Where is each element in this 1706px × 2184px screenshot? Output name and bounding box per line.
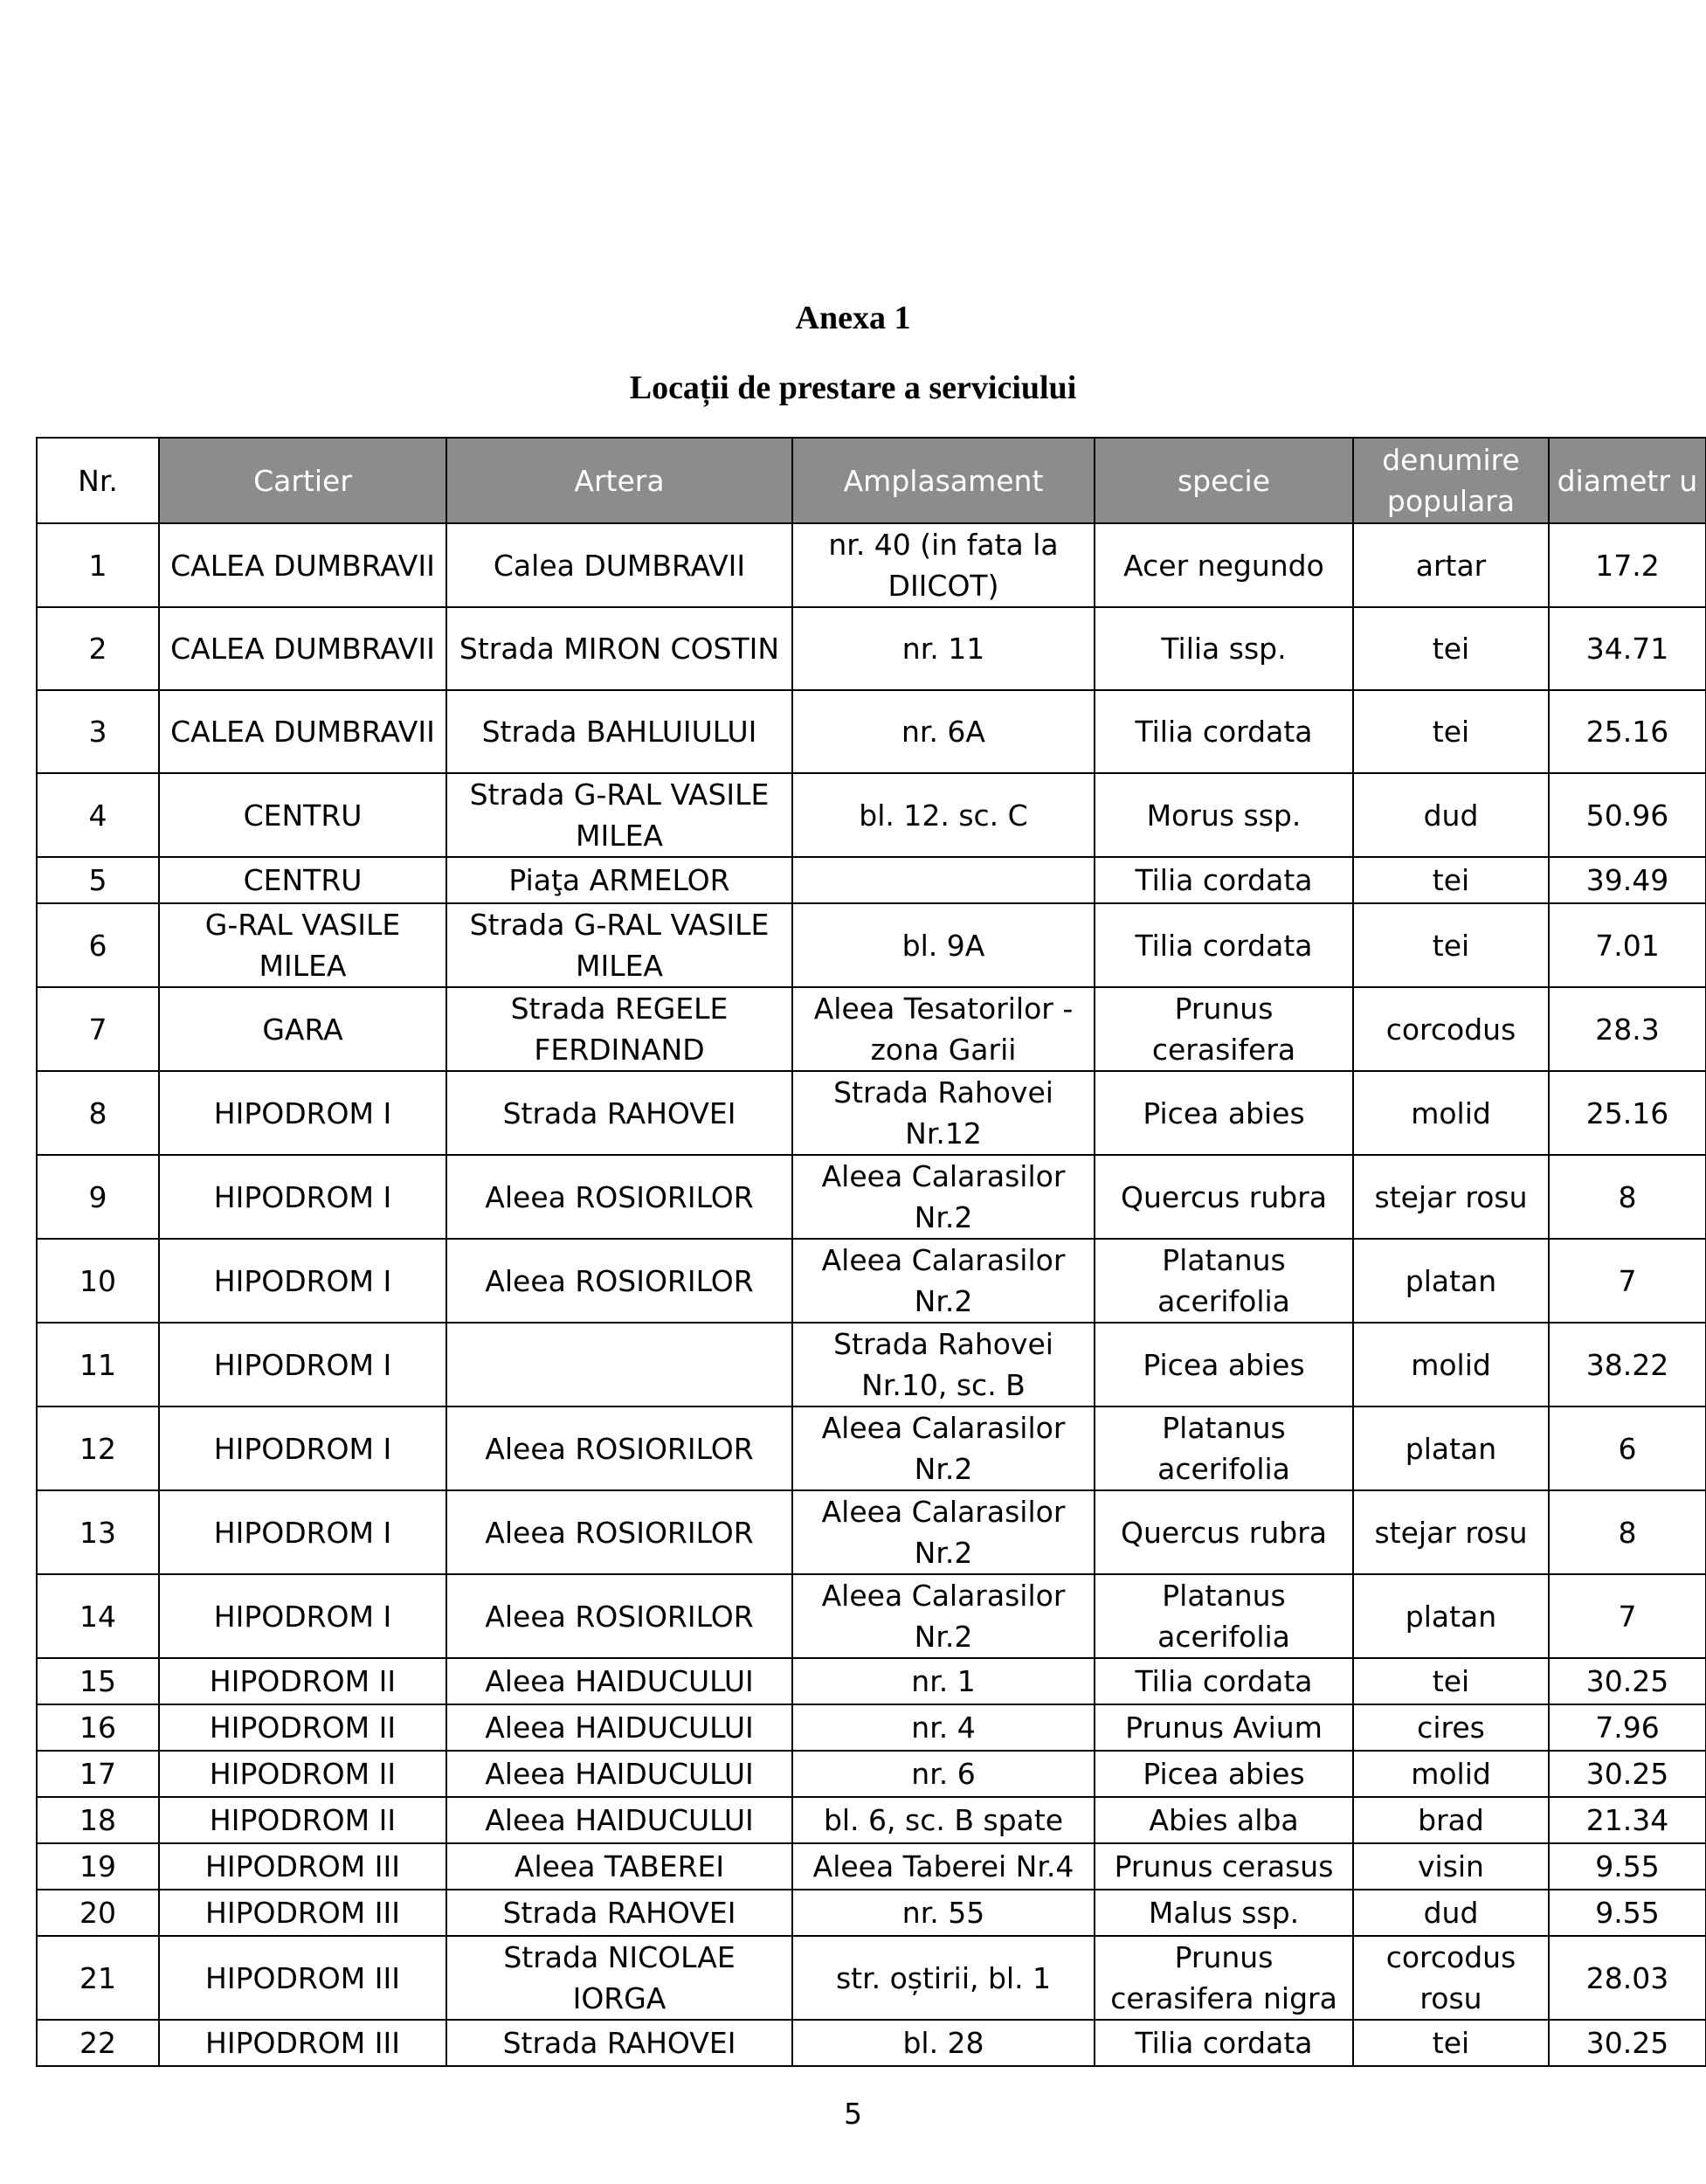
cell-cartier: HIPODROM III: [159, 1843, 446, 1890]
table-row: [37, 1071, 1706, 1155]
cell-diametru: 7.96: [1549, 1704, 1706, 1751]
column-header-diametru: diametr u: [1549, 438, 1706, 523]
cell-denumire-populara: tei: [1353, 607, 1549, 690]
cell-denumire-populara: artar: [1353, 523, 1549, 607]
table-row: [37, 1574, 1706, 1658]
cell-amplasament: Aleea Calarasilor Nr.2: [792, 1155, 1095, 1239]
cell-amplasament: nr. 11: [792, 607, 1095, 690]
cell-diametru: 7.01: [1549, 903, 1706, 987]
cell-artera: Aleea TABEREI: [446, 1843, 792, 1890]
cell-artera: Aleea ROSIORILOR: [446, 1239, 792, 1323]
cell-diametru: 50.96: [1549, 773, 1706, 857]
cell-nr: 16: [37, 1704, 159, 1751]
cell-denumire-populara: molid: [1353, 1751, 1549, 1797]
cell-denumire-populara: visin: [1353, 1843, 1549, 1890]
cell-artera: Strada MIRON COSTIN: [446, 607, 792, 690]
cell-amplasament: [792, 857, 1095, 903]
table-row: [37, 1239, 1706, 1323]
table-row: [37, 2020, 1706, 2066]
cell-nr: 3: [37, 690, 159, 773]
cell-nr: 4: [37, 773, 159, 857]
cell-denumire-populara: corcodus: [1353, 987, 1549, 1071]
cell-nr: 1: [37, 523, 159, 607]
cell-amplasament: Aleea Calarasilor Nr.2: [792, 1574, 1095, 1658]
cell-diametru: 7: [1549, 1574, 1706, 1658]
cell-cartier: HIPODROM I: [159, 1323, 446, 1406]
cell-denumire-populara: molid: [1353, 1071, 1549, 1155]
locations-table: [36, 437, 1706, 2067]
document-subtitle: Locații de prestare a serviciului: [629, 370, 1077, 406]
table-row: [37, 1751, 1706, 1797]
cell-cartier: GARA: [159, 987, 446, 1071]
cell-artera: Aleea HAIDUCULUI: [446, 1704, 792, 1751]
cell-amplasament: bl. 28: [792, 2020, 1095, 2066]
table-header-row: [37, 438, 1706, 523]
cell-specie: Tilia cordata: [1095, 857, 1353, 903]
cell-cartier: G-RAL VASILE MILEA: [159, 903, 446, 987]
table-row: [37, 987, 1706, 1071]
table-row: [37, 523, 1706, 607]
cell-nr: 9: [37, 1155, 159, 1239]
cell-cartier: CALEA DUMBRAVII: [159, 523, 446, 607]
cell-artera: Piaţa ARMELOR: [446, 857, 792, 903]
document-title: Anexa 1: [795, 300, 911, 336]
column-header-cartier: Cartier: [159, 438, 446, 523]
cell-amplasament: bl. 9A: [792, 903, 1095, 987]
cell-specie: Quercus rubra: [1095, 1490, 1353, 1574]
cell-nr: 20: [37, 1890, 159, 1936]
table-row: [37, 1797, 1706, 1843]
cell-denumire-populara: tei: [1353, 903, 1549, 987]
cell-amplasament: Aleea Calarasilor Nr.2: [792, 1490, 1095, 1574]
cell-nr: 18: [37, 1797, 159, 1843]
cell-artera: Strada RAHOVEI: [446, 1071, 792, 1155]
cell-specie: Prunus Avium: [1095, 1704, 1353, 1751]
cell-artera: Strada G-RAL VASILE MILEA: [446, 773, 792, 857]
cell-nr: 21: [37, 1936, 159, 2020]
cell-denumire-populara: platan: [1353, 1406, 1549, 1490]
cell-artera: Strada BAHLUIULUI: [446, 690, 792, 773]
cell-cartier: HIPODROM I: [159, 1406, 446, 1490]
cell-denumire-populara: dud: [1353, 1890, 1549, 1936]
cell-artera: Strada RAHOVEI: [446, 2020, 792, 2066]
cell-artera: Aleea ROSIORILOR: [446, 1155, 792, 1239]
cell-denumire-populara: platan: [1353, 1574, 1549, 1658]
table-row: [37, 1704, 1706, 1751]
cell-specie: Platanus acerifolia: [1095, 1574, 1353, 1658]
cell-amplasament: nr. 4: [792, 1704, 1095, 1751]
cell-cartier: CALEA DUMBRAVII: [159, 690, 446, 773]
cell-cartier: CALEA DUMBRAVII: [159, 607, 446, 690]
cell-denumire-populara: tei: [1353, 1658, 1549, 1704]
column-header-specie: specie: [1095, 438, 1353, 523]
table-row: [37, 773, 1706, 857]
cell-amplasament: nr. 1: [792, 1658, 1095, 1704]
column-header-denumire-populara: denumire populara: [1353, 438, 1549, 523]
table-row: [37, 690, 1706, 773]
column-header-artera: Artera: [446, 438, 792, 523]
cell-cartier: HIPODROM II: [159, 1658, 446, 1704]
cell-amplasament: Aleea Tesatorilor - zona Garii: [792, 987, 1095, 1071]
cell-cartier: HIPODROM I: [159, 1071, 446, 1155]
cell-nr: 8: [37, 1071, 159, 1155]
table-row: [37, 1658, 1706, 1704]
cell-diametru: 6: [1549, 1406, 1706, 1490]
cell-diametru: 28.3: [1549, 987, 1706, 1071]
cell-specie: Tilia cordata: [1095, 1658, 1353, 1704]
cell-cartier: HIPODROM II: [159, 1751, 446, 1797]
cell-specie: Platanus acerifolia: [1095, 1406, 1353, 1490]
table-row: [37, 1155, 1706, 1239]
cell-nr: 7: [37, 987, 159, 1071]
cell-diametru: 17.2: [1549, 523, 1706, 607]
cell-specie: Prunus cerasifera nigra: [1095, 1936, 1353, 2020]
table-body: [37, 523, 1706, 2066]
cell-nr: 17: [37, 1751, 159, 1797]
cell-specie: Prunus cerasifera: [1095, 987, 1353, 1071]
cell-nr: 2: [37, 607, 159, 690]
cell-nr: 13: [37, 1490, 159, 1574]
cell-nr: 10: [37, 1239, 159, 1323]
cell-cartier: HIPODROM III: [159, 1890, 446, 1936]
cell-denumire-populara: stejar rosu: [1353, 1490, 1549, 1574]
cell-cartier: HIPODROM III: [159, 1936, 446, 2020]
cell-amplasament: str. oștirii, bl. 1: [792, 1936, 1095, 2020]
cell-specie: Prunus cerasus: [1095, 1843, 1353, 1890]
cell-nr: 22: [37, 2020, 159, 2066]
cell-denumire-populara: brad: [1353, 1797, 1549, 1843]
cell-artera: Strada RAHOVEI: [446, 1890, 792, 1936]
cell-amplasament: Aleea Taberei Nr.4: [792, 1843, 1095, 1890]
cell-artera: Strada G-RAL VASILE MILEA: [446, 903, 792, 987]
cell-artera: Calea DUMBRAVII: [446, 523, 792, 607]
cell-denumire-populara: dud: [1353, 773, 1549, 857]
cell-cartier: HIPODROM III: [159, 2020, 446, 2066]
cell-denumire-populara: platan: [1353, 1239, 1549, 1323]
cell-amplasament: bl. 6, sc. B spate: [792, 1797, 1095, 1843]
cell-specie: Tilia cordata: [1095, 690, 1353, 773]
table-row: [37, 1843, 1706, 1890]
cell-denumire-populara: tei: [1353, 2020, 1549, 2066]
cell-artera: Aleea ROSIORILOR: [446, 1490, 792, 1574]
cell-diametru: 30.25: [1549, 1751, 1706, 1797]
cell-specie: Malus ssp.: [1095, 1890, 1353, 1936]
cell-specie: Tilia cordata: [1095, 903, 1353, 987]
cell-diametru: 39.49: [1549, 857, 1706, 903]
cell-specie: Morus ssp.: [1095, 773, 1353, 857]
cell-diametru: 38.22: [1549, 1323, 1706, 1406]
cell-specie: Platanus acerifolia: [1095, 1239, 1353, 1323]
cell-cartier: HIPODROM I: [159, 1490, 446, 1574]
cell-nr: 11: [37, 1323, 159, 1406]
cell-artera: [446, 1323, 792, 1406]
cell-amplasament: nr. 40 (in fata la DIICOT): [792, 523, 1095, 607]
cell-diametru: 8: [1549, 1490, 1706, 1574]
cell-cartier: HIPODROM I: [159, 1155, 446, 1239]
cell-amplasament: nr. 6A: [792, 690, 1095, 773]
cell-amplasament: Strada Rahovei Nr.10, sc. B: [792, 1323, 1095, 1406]
cell-specie: Picea abies: [1095, 1323, 1353, 1406]
cell-specie: Picea abies: [1095, 1071, 1353, 1155]
cell-diametru: 8: [1549, 1155, 1706, 1239]
cell-nr: 19: [37, 1843, 159, 1890]
cell-diametru: 34.71: [1549, 607, 1706, 690]
cell-nr: 12: [37, 1406, 159, 1490]
cell-amplasament: bl. 12. sc. C: [792, 773, 1095, 857]
cell-denumire-populara: corcodus rosu: [1353, 1936, 1549, 2020]
cell-artera: Aleea HAIDUCULUI: [446, 1751, 792, 1797]
cell-cartier: HIPODROM I: [159, 1239, 446, 1323]
column-header-amplasament: Amplasament: [792, 438, 1095, 523]
table-row: [37, 1490, 1706, 1574]
cell-amplasament: nr. 6: [792, 1751, 1095, 1797]
cell-cartier: HIPODROM II: [159, 1704, 446, 1751]
cell-diametru: 28.03: [1549, 1936, 1706, 2020]
cell-specie: Picea abies: [1095, 1751, 1353, 1797]
cell-denumire-populara: cires: [1353, 1704, 1549, 1751]
cell-cartier: HIPODROM II: [159, 1797, 446, 1843]
cell-nr: 6: [37, 903, 159, 987]
cell-artera: Aleea HAIDUCULUI: [446, 1658, 792, 1704]
table-row: [37, 607, 1706, 690]
cell-artera: Aleea ROSIORILOR: [446, 1406, 792, 1490]
cell-diametru: 7: [1549, 1239, 1706, 1323]
cell-specie: Quercus rubra: [1095, 1155, 1353, 1239]
cell-denumire-populara: tei: [1353, 690, 1549, 773]
table-row: [37, 1890, 1706, 1936]
cell-denumire-populara: stejar rosu: [1353, 1155, 1549, 1239]
cell-amplasament: Aleea Calarasilor Nr.2: [792, 1406, 1095, 1490]
table-row: [37, 1936, 1706, 2020]
cell-nr: 14: [37, 1574, 159, 1658]
cell-diametru: 30.25: [1549, 2020, 1706, 2066]
cell-specie: Abies alba: [1095, 1797, 1353, 1843]
cell-nr: 5: [37, 857, 159, 903]
cell-diametru: 25.16: [1549, 690, 1706, 773]
table-row: [37, 1406, 1706, 1490]
cell-artera: Aleea ROSIORILOR: [446, 1574, 792, 1658]
cell-diametru: 21.34: [1549, 1797, 1706, 1843]
cell-diametru: 9.55: [1549, 1843, 1706, 1890]
cell-nr: 15: [37, 1658, 159, 1704]
page-number: 5: [844, 2097, 862, 2131]
cell-amplasament: Aleea Calarasilor Nr.2: [792, 1239, 1095, 1323]
column-header-nr: Nr.: [37, 438, 159, 523]
cell-artera: Aleea HAIDUCULUI: [446, 1797, 792, 1843]
cell-cartier: CENTRU: [159, 773, 446, 857]
cell-amplasament: nr. 55: [792, 1890, 1095, 1936]
cell-specie: Tilia cordata: [1095, 2020, 1353, 2066]
table-row: [37, 903, 1706, 987]
cell-cartier: HIPODROM I: [159, 1574, 446, 1658]
cell-diametru: 25.16: [1549, 1071, 1706, 1155]
cell-cartier: CENTRU: [159, 857, 446, 903]
cell-amplasament: Strada Rahovei Nr.12: [792, 1071, 1095, 1155]
table-row: [37, 1323, 1706, 1406]
cell-diametru: 9.55: [1549, 1890, 1706, 1936]
cell-diametru: 30.25: [1549, 1658, 1706, 1704]
cell-artera: Strada NICOLAE IORGA: [446, 1936, 792, 2020]
cell-artera: Strada REGELE FERDINAND: [446, 987, 792, 1071]
cell-specie: Acer negundo: [1095, 523, 1353, 607]
cell-specie: Tilia ssp.: [1095, 607, 1353, 690]
table-row: [37, 857, 1706, 903]
cell-denumire-populara: tei: [1353, 857, 1549, 903]
cell-denumire-populara: molid: [1353, 1323, 1549, 1406]
